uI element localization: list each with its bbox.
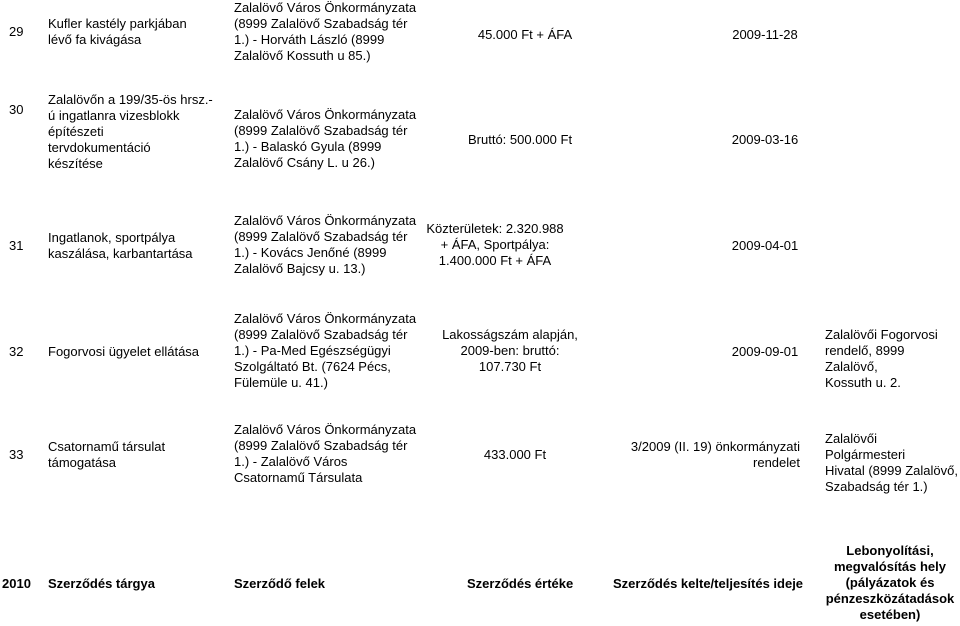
contract-subject: Fogorvosi ügyelet ellátása [48, 344, 200, 359]
contract-date: 2009-03-16 [731, 132, 799, 147]
contract-value: Bruttó: 500.000 Ft [468, 132, 573, 147]
contract-date: 2009-09-01 [731, 344, 799, 359]
header-parties: Szerződő felek [234, 576, 326, 591]
contract-subject: Zalalövőn a 199/35-ös hrsz.- ú ingatlanra vizesblokk építészeti tervdokumentáció készítése [48, 92, 213, 171]
contract-parties: Zalalövő Város Önkormányzata (8999 Zalalövő Szabadság tér 1.) - Pa-Med Egészségügyi Szolgáltató Bt. (7624 Pécs, Fülemüle u. 41.) [234, 311, 417, 390]
contract-date: 2009-04-01 [731, 238, 799, 253]
contract-parties: Zalalövő Város Önkormányzata (8999 Zalalövő Szabadság tér 1.) - Horváth László (8999 Zalalövő Kossuth u 85.) [234, 0, 417, 63]
implementation-place: Zalalövői Fogorvosi rendelő, 8999 Zalalövő, Kossuth u. 2. [825, 327, 938, 390]
header-date: Szerződés kelte/teljesítés ideje [613, 576, 804, 591]
row-number: 29 [9, 24, 24, 39]
contract-parties: Zalalövő Város Önkormányzata (8999 Zalalövő Szabadság tér 1.) - Zalalövő Város Csatornamű Társulata [234, 422, 417, 485]
row-number: 31 [9, 238, 24, 253]
contract-date: 3/2009 (II. 19) önkormányzati rendelet [630, 439, 800, 470]
contract-date: 2009-11-28 [732, 27, 798, 42]
row-number: 30 [9, 102, 24, 117]
contract-subject: Ingatlanok, sportpálya kaszálása, karbantartása [48, 230, 193, 261]
contract-value: 433.000 Ft [483, 447, 547, 462]
header-year: 2010 [2, 576, 31, 591]
header-place: Lebonyolítási, megvalósítás hely (pályázatok és pénzeszközátadások esetében) [825, 543, 955, 622]
header-value: Szerződés értéke [467, 576, 574, 591]
contract-value: 45.000 Ft + ÁFA [477, 27, 573, 42]
implementation-place: Zalalövői Polgármesteri Hivatal (8999 Zalalövő, Szabadság tér 1.) [825, 431, 958, 494]
contract-value: Lakosságszám alapján, 2009-ben: bruttó: 107.730 Ft [442, 327, 578, 374]
contract-value: Közterületek: 2.320.988 + ÁFA, Sportpálya: 1.400.000 Ft + ÁFA [426, 221, 564, 268]
row-number: 33 [9, 447, 24, 462]
row-number: 32 [9, 344, 24, 359]
contract-parties: Zalalövő Város Önkormányzata (8999 Zalalövő Szabadság tér 1.) - Kovács Jenőné (8999 Zalalövő Bajcsy u. 13.) [234, 213, 417, 276]
contract-parties: Zalalövő Város Önkormányzata (8999 Zalalövő Szabadság tér 1.) - Balaskó Gyula (8999 Zalalövő Csány L. u 26.) [234, 107, 417, 170]
contract-subject: Csatornamű társulat támogatása [48, 439, 166, 470]
contract-subject: Kufler kastély parkjában lévő fa kivágása [48, 16, 187, 47]
header-subject: Szerződés tárgya [48, 576, 155, 591]
